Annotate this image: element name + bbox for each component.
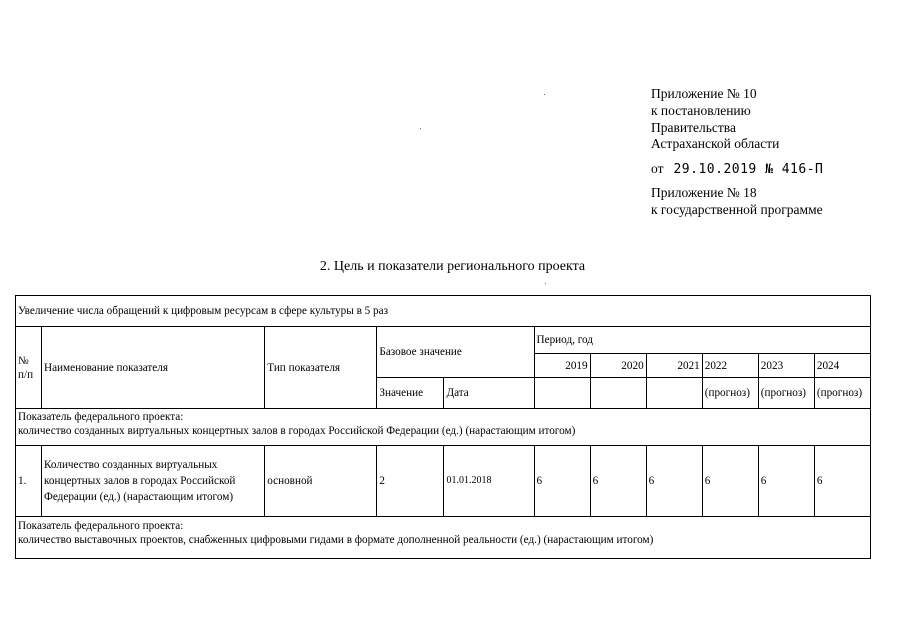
from-label: от: [651, 161, 664, 177]
col-header-base-value: Значение: [377, 378, 444, 409]
forecast-note: (прогноз): [814, 378, 870, 409]
appendix-header: [651, 86, 823, 219]
col-header-year: 2022: [702, 354, 758, 378]
row-year-value: 6: [590, 446, 646, 517]
table-row: [16, 446, 871, 517]
appendix-line: Приложение № 18: [651, 184, 757, 200]
row-year-value: 6: [758, 446, 814, 517]
federal-indicator-label: Показатель федерального проекта:: [18, 520, 184, 532]
project-goal: Увеличение числа обращений к цифровым ресурсам в сфере культуры в 5 раз: [16, 296, 871, 327]
appendix-line: Правительства: [651, 119, 736, 135]
col-header-year: 2023: [758, 354, 814, 378]
col-header-name: Наименование показателя: [42, 327, 265, 409]
row-year-value: 6: [814, 446, 870, 517]
decree-stamp: [651, 161, 823, 179]
year-note-empty: [646, 378, 702, 409]
section-title: 2. Цель и показатели регионального проекта: [319, 259, 586, 274]
col-header-base-date: Дата: [444, 378, 534, 409]
federal-indicator-label: Показатель федерального проекта:: [18, 411, 184, 423]
decree-number: 29.10.2019 № 416-П: [673, 162, 824, 178]
forecast-note: (прогноз): [758, 378, 814, 409]
col-header-year: 2020: [590, 354, 646, 378]
federal-indicator-text: количество выставочных проектов, снабженных цифровыми гидами в формате дополненной реальности (ед.) (нарастающим итогом): [18, 534, 654, 546]
col-header-year: 2024: [814, 354, 870, 378]
col-header-period: Период, год: [534, 327, 870, 354]
row-indicator-name: Количество созданных виртуальных концертных залов в городах Российской Федерации (ед.) (нарастающим итогом): [42, 446, 265, 517]
forecast-note: (прогноз): [702, 378, 758, 409]
row-base-date: 01.01.2018: [444, 446, 534, 517]
federal-indicator-2: [16, 517, 871, 559]
federal-indicator-1: [16, 409, 871, 446]
indicators-table: [15, 295, 871, 559]
row-num: 1.: [16, 446, 42, 517]
appendix-line: к постановлению: [651, 102, 751, 118]
appendix-line: Приложение № 10: [651, 86, 757, 101]
col-header-year: 2019: [534, 354, 590, 378]
row-year-value: 6: [646, 446, 702, 517]
col-header-type: Тип показателя: [265, 327, 377, 409]
appendix-line: Астраханской области: [651, 136, 780, 152]
appendix-line: к государственной программе: [651, 201, 823, 217]
col-header-year: 2021: [646, 354, 702, 378]
row-year-value: 6: [534, 446, 590, 517]
col-header-num: № п/п: [16, 327, 42, 409]
federal-indicator-text: количество созданных виртуальных концертных залов в городах Российской Федерации (ед.) (нарастающим итогом): [18, 425, 576, 437]
row-indicator-type: основной: [265, 446, 377, 517]
year-note-empty: [534, 378, 590, 409]
col-header-base: Базовое значение: [377, 327, 534, 378]
year-note-empty: [590, 378, 646, 409]
row-base-value: 2: [377, 446, 444, 517]
row-year-value: 6: [702, 446, 758, 517]
